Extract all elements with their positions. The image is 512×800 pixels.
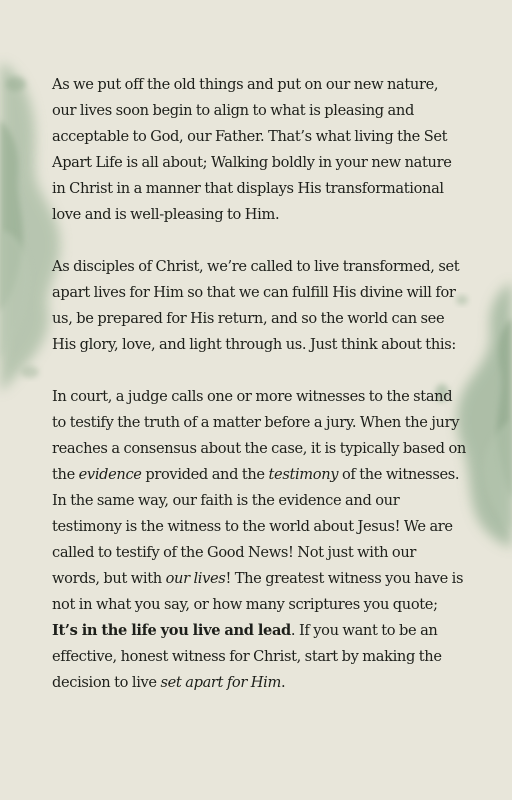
our-lives-emphasis: our lives: [165, 570, 226, 587]
evidence-emphasis: evidence: [78, 466, 142, 483]
life-you-live-bold: It’s in the life you live and lead: [52, 622, 291, 639]
paragraph-3-text-5: . If you want to be an effective, honest witness for Christ, start by making the decision to live: [52, 622, 442, 691]
paragraph-1: As we put off the old things and put on our new nature, our lives soon begin to align to what is pleasing and acceptable to God, our Father. That’s what living the Set Apart Life is all about; Walking boldly in your new nature in Christ in a manner that displays His transformational love and is well-pleasing to Him.: [52, 76, 452, 223]
testimony-emphasis: testimony: [268, 466, 339, 483]
paragraph-3-text-3: of the witnesses. In the same way, our faith is the evidence and our testimony is the witness to the world about Jesus! We are called to testify of the Good News! Not just with our words, but with: [52, 466, 460, 587]
paragraph-3: [52, 384, 466, 696]
paragraph-3-text-2: provided and the: [141, 466, 269, 483]
set-apart-emphasis: set apart for Him: [160, 674, 281, 691]
paragraph-3-text-1: In court, a judge calls one or more witnesses to the stand to testify the truth of a matter before a jury. When the jury reaches a consensus about the case, it is typically based on the: [52, 388, 466, 483]
paragraph-2: As disciples of Christ, we’re called to live transformed, set apart lives for Him so that we can fulfill His divine will for us, be prepared for His return, and so the world can see His glory, love, and light through us. Just think about this:: [52, 258, 460, 353]
body-text: [52, 72, 466, 696]
paragraph-3-text-6: .: [280, 674, 286, 691]
paragraph-3-text-4: ! The greatest witness you have is not in what you say, or how many scriptures you quote;: [52, 570, 464, 613]
